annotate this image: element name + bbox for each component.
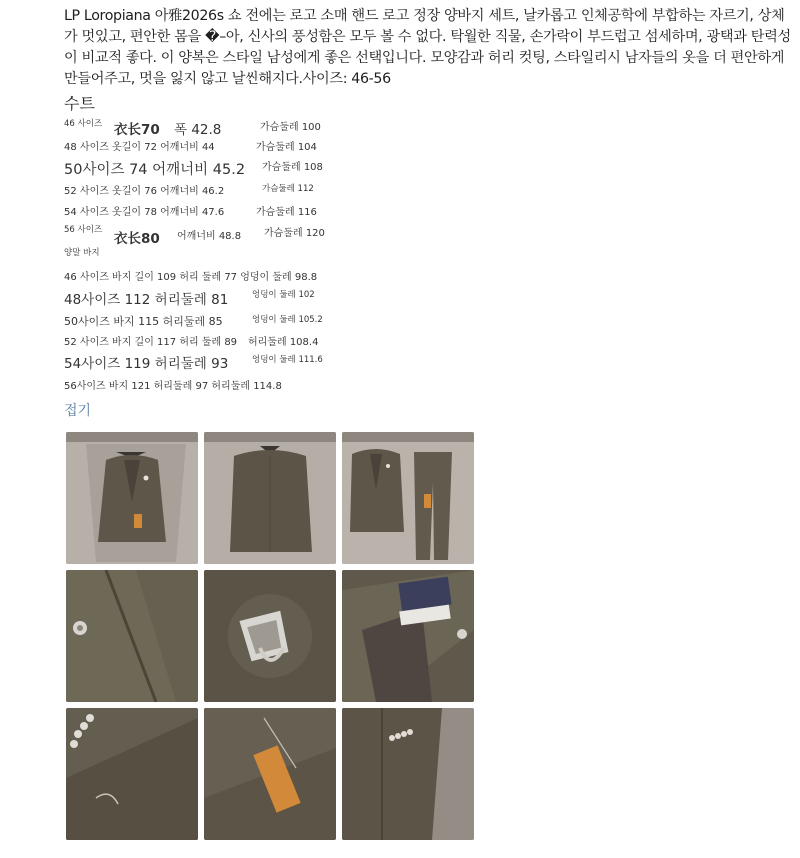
pants-size-48-label: 48사이즈 112 허리둘레 81: [64, 292, 229, 308]
pants-size-46: 46 사이즈 바지 길이 109 허리 둘레 77 엉덩이 둘레 98.8: [64, 272, 318, 283]
photo-lapel-pin[interactable]: [66, 570, 198, 702]
suit-size-48-label: 48 사이즈 옷길이 72 어깨너비 44: [64, 142, 215, 153]
suit-size-52-label: 52 사이즈 옷길이 76 어깨너비 46.2: [64, 186, 225, 197]
suit-size-56-chest: 가슴둘레 120: [264, 228, 325, 239]
suit-size-54-chest: 가슴둘레 116: [256, 207, 317, 218]
photo-cuff-detail[interactable]: [342, 708, 474, 840]
pants-size-52-hip: 허리둘레 108.4: [248, 337, 319, 348]
suit-size-56-label: 56 사이즈: [64, 225, 103, 235]
suit-size-50-label: 50사이즈 74 어깨너비 45.2: [64, 162, 246, 178]
suit-size-48-chest: 가슴둘레 104: [256, 142, 317, 153]
suit-size-46-chest: 가슴둘레 100: [260, 122, 321, 133]
pants-size-50-label: 50사이즈 바지 115 허리둘레 85: [64, 315, 223, 328]
photo-suit-set[interactable]: [342, 432, 474, 564]
photo-brooch-closeup[interactable]: [204, 570, 336, 702]
suit-size-46-label: 46 사이즈: [64, 119, 103, 129]
photo-sleeve-buttons[interactable]: [66, 708, 198, 840]
pants-size-54-label: 54사이즈 119 허리둘레 93: [64, 356, 229, 372]
suit-size-46-length: 衣长70: [114, 122, 160, 138]
photo-hang-tag[interactable]: [204, 708, 336, 840]
collapse-link[interactable]: 접기: [64, 403, 92, 419]
pants-size-50-hip: 엉덩이 둘레 105.2: [252, 315, 323, 325]
photo-jacket-front[interactable]: [66, 432, 198, 564]
suit-size-46-width: 폭 42.8: [174, 122, 222, 138]
photo-inner-label[interactable]: [342, 570, 474, 702]
suit-section-title: 수트: [64, 94, 95, 113]
pants-size-54-hip: 엉덩이 둘레 111.6: [252, 355, 323, 365]
pants-size-52-label: 52 사이즈 바지 길이 117 허리 둘레 89: [64, 337, 238, 348]
photo-grid: [66, 432, 474, 840]
suit-size-52-chest: 가슴둘레 112: [262, 184, 314, 194]
pants-size-56: 56사이즈 바지 121 허리둘레 97 허리둘레 114.8: [64, 381, 282, 392]
pants-size-48-hip: 엉덩이 둘레 102: [252, 290, 315, 300]
suit-size-50-chest: 가슴둘레 108: [262, 162, 323, 173]
suit-size-54-label: 54 사이즈 옷길이 78 어깨너비 47.6: [64, 207, 225, 218]
pants-section-title: 양말 바지: [64, 248, 100, 258]
photo-jacket-back[interactable]: [204, 432, 336, 564]
suit-size-56-shoulder: 어깨너비 48.8: [177, 231, 242, 242]
product-description: LP Loropiana 아雅2026s 쇼 전에는 로고 소매 핸드 로고 정장 양바지 세트, 날카롭고 인체공학에 부합하는 자르기, 상체가 멋있고, 편안한 몸을 �–아, 신사의 풍성함은 모두 볼 수 없다. 탁월한 직물, 손가락이 부드럽고 섬세하며, 광택과 탄력성이 비교적 좋다. 이 양복은 스타일 남성에게 좋은 선택입니다. 모양감과 허리 컷팅, 스타일리시 남자들의 옷을 더 편안하게 만들어주고, 멋을 잃지 않고 날씬해지다.사이즈: 46-56: [64, 8, 791, 87]
suit-size-56-length: 衣长80: [114, 231, 160, 247]
